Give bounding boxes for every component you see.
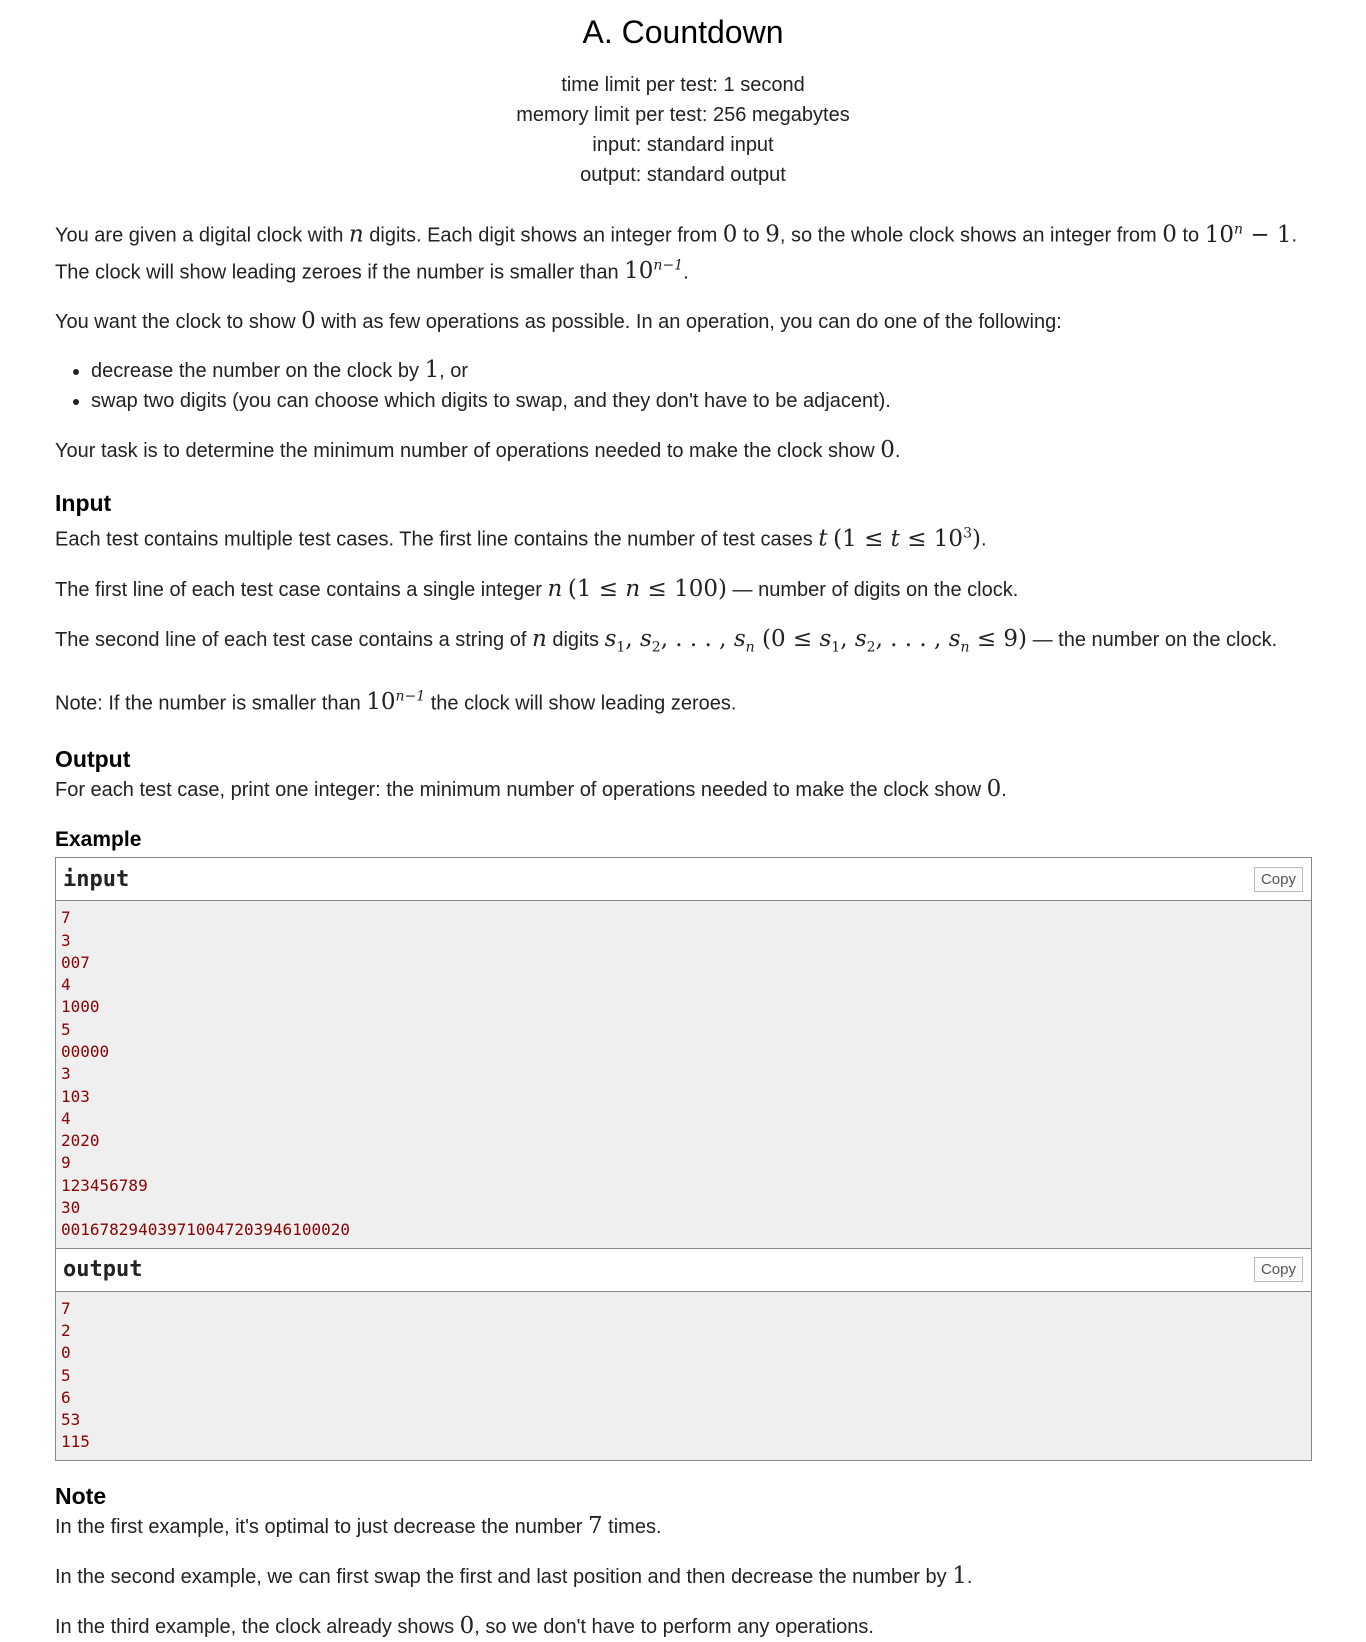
sample-output-label: output: [63, 1257, 143, 1283]
sample-input-header: [56, 858, 1311, 901]
sample-line: 3: [61, 1064, 71, 1084]
sample-input-label: input: [63, 866, 130, 892]
sample-line: 3: [61, 930, 71, 950]
problem-limits: [55, 70, 1311, 190]
sample-line: 00000: [61, 1042, 110, 1061]
input-paragraph-1: Each test contains multiple test cases. The first line contains the number of test cases t $(1 \le t \le 10^3)$.: [55, 525, 987, 552]
input-file: input: standard input: [592, 134, 774, 156]
note-paragraph-1: In the first example, it's optimal to just decrease the number 7 times.: [55, 1512, 662, 1539]
sample-line: 1000: [61, 997, 100, 1017]
sample-line: 5: [61, 1019, 71, 1039]
copy-input-button[interactable]: Copy: [1254, 867, 1303, 892]
sample-line: 2020: [61, 1131, 100, 1151]
sample-output-header: [56, 1249, 1311, 1292]
problem-statement: [55, 0, 1311, 1642]
legend-paragraph-3: Your task is to determine the minimum number of operations needed to make the clock show 0.: [55, 437, 901, 464]
note-section-title: Note: [55, 1482, 107, 1509]
time-limit: time limit per test: 1 second: [561, 74, 805, 96]
copy-output-button[interactable]: Copy: [1254, 1257, 1303, 1282]
sample-line: 9: [61, 1153, 71, 1173]
legend-paragraph-2: You want the clock to show 0 with as few operations as possible. In an operation, you can do one of the following:: [55, 308, 1062, 335]
sample-line: 4: [61, 1108, 71, 1128]
sample-line: 103: [61, 1086, 90, 1106]
sample-line: 7: [61, 908, 71, 928]
note-paragraph-3: In the third example, the clock already shows 0, so we don't have to perform any operations.: [55, 1612, 874, 1639]
sample-line: 007: [61, 952, 90, 972]
sample-line: 2: [61, 1320, 71, 1340]
note-paragraph-2: In the second example, we can first swap the first and last position and then decrease the number by 1.: [55, 1562, 973, 1589]
sample-line: 7: [61, 1298, 71, 1318]
input-section-title: Input: [55, 490, 112, 517]
list-item: • swap two digits (you can choose which digits to swap, and they don't have to be adjacent).: [91, 386, 1311, 416]
sample-line: 53: [61, 1410, 81, 1430]
sample-line: 5: [61, 1365, 71, 1385]
sample-line: 0: [61, 1343, 71, 1363]
sample-line: 6: [61, 1387, 71, 1407]
sample-test: [55, 857, 1312, 1461]
sample-line: 30: [61, 1198, 81, 1218]
input-paragraph-2: The first line of each test case contains a single integer n (1 ≤ n ≤ 100) — number of digits on the clock.: [55, 575, 1019, 602]
input-paragraph-3: The second line of each test case contains a string of n digits $s_1$, $s_2$, . . . , $s_n$ ($0 \le s_1$, $s_2$, . . . , $s_n \le 9$) — the number on the clock.: [55, 625, 1278, 656]
operations-list: [55, 355, 1311, 416]
memory-limit: memory limit per test: 256 megabytes: [516, 104, 850, 126]
sample-line: 001678294039710047203946100020: [61, 1220, 350, 1240]
example-section-title: Example: [55, 828, 142, 852]
output-paragraph-1: For each test case, print one integer: the minimum number of operations needed to make the clock show 0.: [55, 776, 1007, 803]
problem-title: A. Countdown: [582, 14, 784, 50]
sample-line: 115: [61, 1432, 90, 1452]
sample-input-content[interactable]: [56, 901, 1311, 1247]
sample-output-content[interactable]: [56, 1292, 1311, 1460]
output-section-title: Output: [55, 746, 131, 773]
input-paragraph-4: Note: If the number is smaller than $10^{n-1}$ the clock will show leading zeroes.: [55, 688, 737, 716]
list-item: • decrease the number on the clock by 1, or: [91, 355, 1311, 386]
sample-line: 123456789: [61, 1175, 148, 1195]
legend-paragraph-1: You are given a digital clock with n digits. Each digit shows an integer from 0 to 9, so the whole clock shows an integer from 0 to $10^n - 1$. The clock will show leading zeroes if the number is smaller than $10^{n-1}$.: [55, 221, 1298, 285]
sample-line: 4: [61, 975, 71, 995]
output-file: output: standard output: [580, 164, 786, 186]
